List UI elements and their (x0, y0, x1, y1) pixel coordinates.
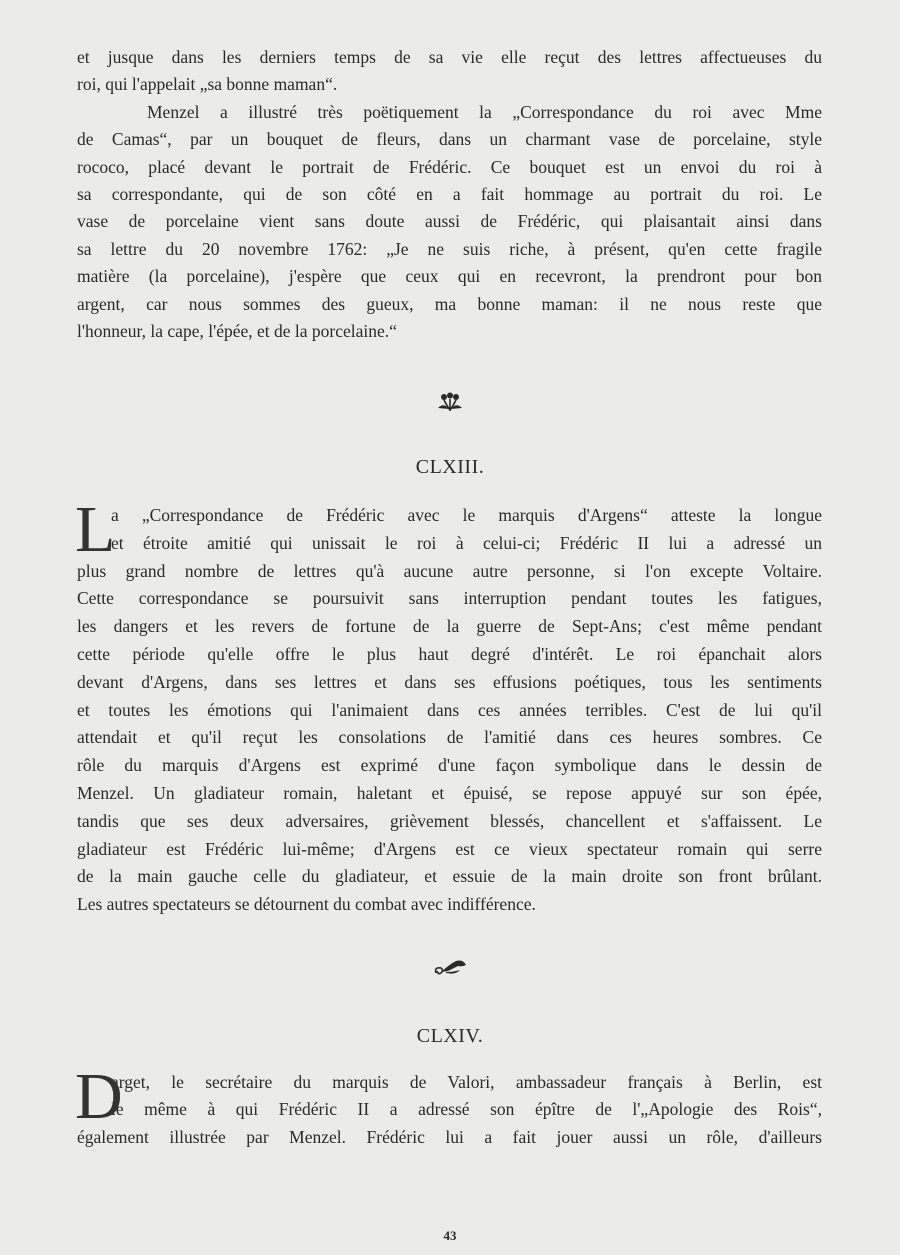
text-line: attendait et qu'il reçut les consolations de l'amitié dans ces heures sombres. Ce (77, 727, 822, 748)
text-line: l'honneur, la cape, l'épée, et de la porcelaine.“ (77, 320, 397, 341)
section-clxiv-text (75, 1060, 822, 1151)
text-line: Les autres spectateurs se détournent du combat avec indifférence. (77, 894, 536, 915)
text-line: de la main gauche celle du gladiateur, et essuie de la main droite son front brûlant. (77, 866, 822, 887)
text-line: tandis que ses deux adversaires, grièvement blessés, chancellent et s'affaissent. Le (77, 810, 822, 831)
text-line: le même à qui Frédéric II a adressé son épître de l'„Apologie des Rois“, (111, 1099, 822, 1120)
text-line: arget, le secrétaire du marquis de Valori, ambassadeur français à Berlin, est (111, 1072, 822, 1092)
text-line: rôle du marquis d'Argens est exprimé d'une façon symbolique dans le dessin de (77, 755, 822, 776)
page-number: 43 (443, 1228, 457, 1243)
text-line: cette période qu'elle offre le plus haut degré d'intérêt. Le roi épanchait alors (77, 643, 822, 664)
text-line: également illustrée par Menzel. Frédéric lui a fait jouer aussi un rôle, d'ailleurs (77, 1126, 822, 1147)
drop-cap: D (75, 1060, 123, 1133)
text-line: de Camas“, par un bouquet de fleurs, dans un charmant vase de porcelaine, style (77, 129, 822, 150)
section-heading-clxiv: CLXIV. (416, 1025, 484, 1047)
text-line: Menzel. Un gladiateur romain, haletant et épuisé, se repose appuyé sur son épée, (77, 782, 822, 803)
text-line: vase de porcelaine vient sans doute aussi de Frédéric, qui plaisantait ainsi dans (77, 211, 822, 232)
text-line: Cette correspondance se poursuivit sans interruption pendant toutes les fatigues, (77, 588, 822, 609)
text-line: et toutes les émotions qui l'animaient dans ces années terribles. C'est de lui qu'il (77, 699, 822, 720)
leaf-ornament-icon (0, 958, 900, 983)
text-line: matière (la porcelaine), j'espère que ceux qui en recevront, la prendront pour bon (77, 266, 822, 287)
text-line: rococo, placé devant le portrait de Frédéric. Ce bouquet est un envoi du roi à (77, 156, 822, 177)
text-line: a „Correspondance de Frédéric avec le marquis d'Argens“ atteste la longue (111, 505, 822, 525)
text-line: gladiateur est Frédéric lui-même; d'Argens est ce vieux spectateur romain qui serre (77, 838, 822, 859)
text-line: roi, qui l'appelait „sa bonne maman“. (77, 74, 338, 95)
text-line: sa lettre du 20 novembre 1762: „Je ne suis riche, à présent, qu'en cette fragile (77, 238, 822, 259)
section-heading-clxiii: CLXIII. (415, 456, 485, 478)
text-line: et jusque dans les derniers temps de sa vie elle reçut des lettres affectueuses du (77, 47, 822, 67)
drop-cap: L (75, 493, 116, 566)
text-line: Menzel a illustré très poëtiquement la „Correspondance du roi avec Mme (147, 101, 822, 122)
text-line: et étroite amitié qui unissait le roi à celui-ci; Frédéric II lui a adressé un (111, 532, 822, 553)
text-line: devant d'Argens, dans ses lettres et dans ses effusions poétiques, tous les sentiments (77, 671, 822, 692)
flower-ornament-icon (0, 392, 900, 417)
section-clxiii-text (75, 493, 822, 919)
text-line: les dangers et les revers de fortune de la guerre de Sept-Ans; c'est même pendant (77, 616, 822, 637)
text-line: sa correspondante, qui de son côté en a fait hommage au portrait du roi. Le (77, 183, 822, 204)
text-line: plus grand nombre de lettres qu'à aucune autre personne, si l'on excepte Voltaire. (77, 560, 822, 581)
intro-paragraphs (77, 44, 822, 345)
text-line: argent, car nous sommes des gueux, ma bonne maman: il ne nous reste que (77, 293, 822, 314)
